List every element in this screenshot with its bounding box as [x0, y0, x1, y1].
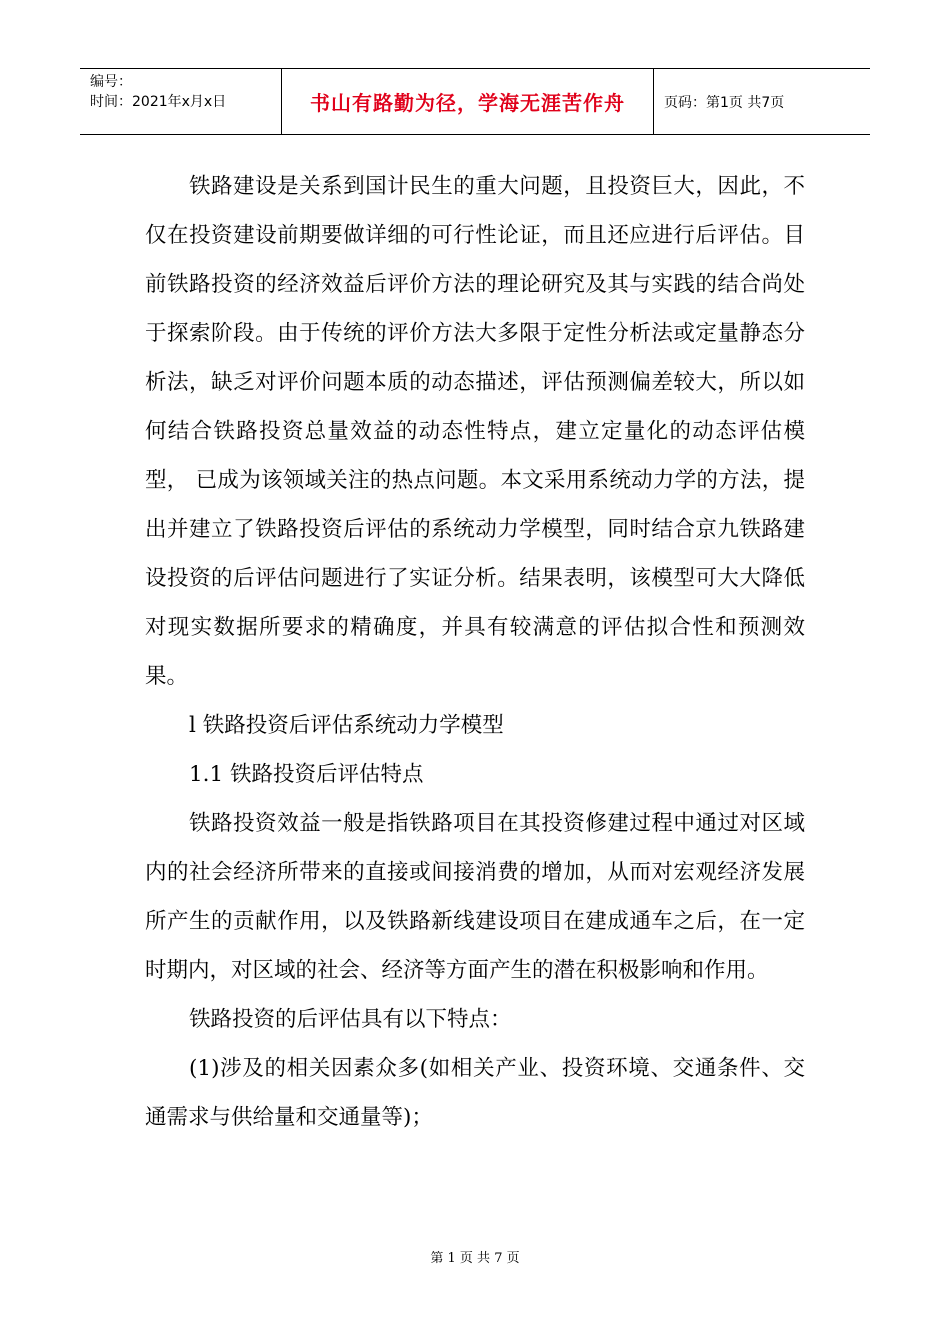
header-motto: 书山有路勤为径，学海无涯苦作舟: [282, 69, 654, 134]
number-label: 编号：: [90, 74, 132, 90]
section-heading-1: l 铁路投资后评估系统动力学模型: [189, 713, 504, 738]
page-header: [80, 68, 870, 135]
page-footer: 第 1 页 共 7 页: [430, 1251, 520, 1266]
paragraph-intro: 铁路建设是关系到国计民生的重大问题，且投资巨大，因此，不仅在投资建设前期要做详细的可行性论证，而且还应进行后评估。目前铁路投资的经济效益后评价方法的理论研究及其与实践的结合尚处于探索阶段。由于传统的评价方法大多限于定性分析法或定量静态分析法，缺乏对评价问题本质的动态描述，评估预测偏差较大，所以如何结合铁路投资总量效益的动态性特点，建立定量化的动态评估模型， 已成为该领域关注的热点问题。本文采用系统动力学的方法，提出并建立了铁路投资后评估的系统动力学模型，同时结合京九铁路建设投资的后评估问题进行了实证分析。结果表明，该模型可大大降低对现实数据所要求的精确度，并具有较满意的评估拟合性和预测效果。: [145, 174, 805, 689]
list-item-feature-1: (1)涉及的相关因素众多(如相关产业、投资环境、交通条件、交通需求与供给量和交通量等)；: [145, 1056, 805, 1130]
paragraph-benefit-definition: 铁路投资效益一般是指铁路项目在其投资修建过程中通过对区域内的社会经济所带来的直接或间接消费的增加，从而对宏观经济发展所产生的贡献作用，以及铁路新线建设项目在建成通车之后，在一定时期内，对区域的社会、经济等方面产生的潜在积极影响和作用。: [145, 811, 805, 983]
document-body: [145, 162, 805, 1142]
time-label: 时间：2021年x月x日: [90, 94, 227, 110]
header-page-info: 页码：第1页 共7页: [664, 94, 785, 111]
subsection-heading-1-1: 1.1 铁路投资后评估特点: [189, 762, 424, 787]
paragraph-features-intro: 铁路投资的后评估具有以下特点：: [189, 1007, 512, 1032]
header-meta: [80, 69, 282, 134]
